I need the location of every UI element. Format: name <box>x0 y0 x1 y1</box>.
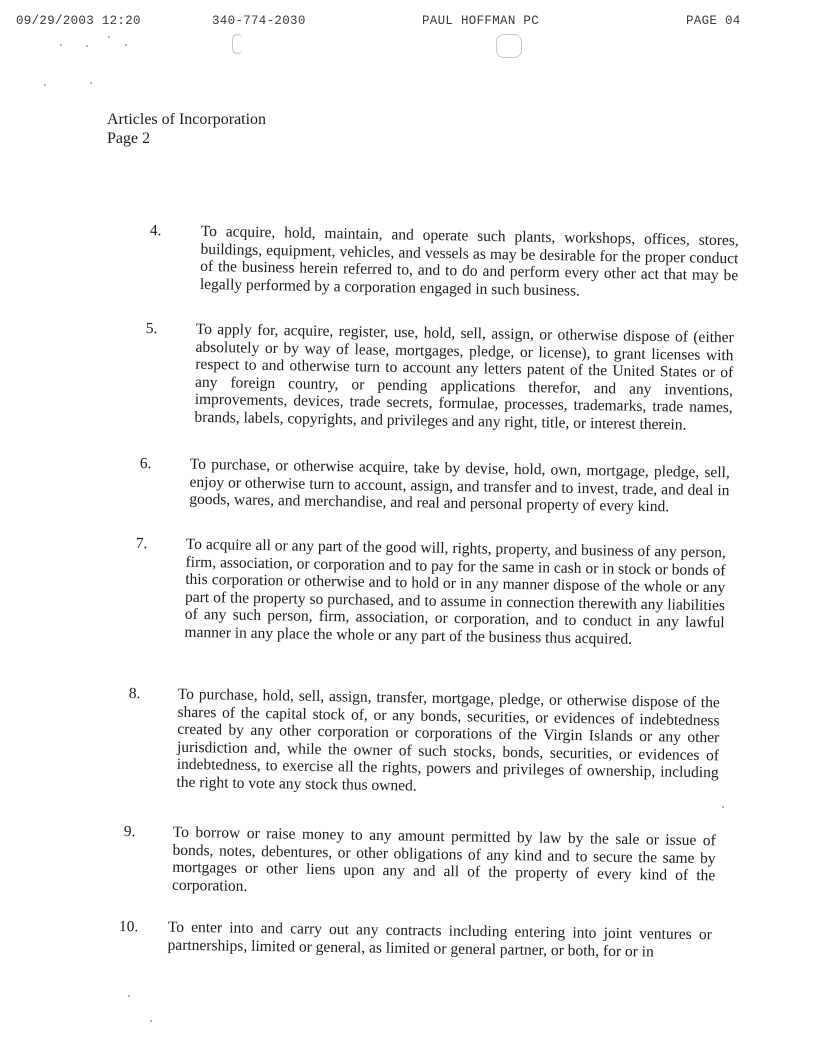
fax-phone-number: 340-774-2030 <box>212 14 306 28</box>
item-number: 4. <box>149 222 162 240</box>
document-heading <box>107 110 266 148</box>
item-text: To purchase, or otherwise acquire, take by devise, hold, own, mortgage, pledge, sell, enjoy or otherwise turn to account, assign, and transfer and to invest, trade, and deal in goods, wares, and merchandise, and real and personal property of every kind. <box>189 455 730 516</box>
scan-speck <box>108 36 110 38</box>
item-number: 10. <box>118 918 139 936</box>
list-item <box>0 219 816 300</box>
scan-speck <box>722 806 724 808</box>
item-text: To purchase, hold, sell, assign, transfer, mortgage, pledge, or otherwise dispose of the shares of the capital stock of, or any bonds, securities, or evidences of indebtedness created by any other corporation or corporations of the Virgin Islands or any other jurisdiction and, while the owner of such stocks, bonds, securities, or evidences of indebtedness, to exercise all the rights, powers and privileges of ownership, including the right to vote any stock thus owned. <box>176 685 720 795</box>
document-title: Articles of Incorporation <box>107 111 267 128</box>
item-text: To borrow or raise money to any amount permitted by law by the sale or issue of bonds, notes, debentures, or other obligations of any kind and to secure the same by mortgages or other liens upon any and all of the property of every kind of the corporation. <box>171 823 716 895</box>
scan-speck <box>86 45 88 47</box>
scan-artifact-bracket <box>496 34 522 58</box>
fax-page-number: PAGE 04 <box>686 14 741 28</box>
scan-speck <box>125 44 127 46</box>
item-number: 7. <box>135 535 148 553</box>
scan-speck <box>60 44 62 46</box>
list-item <box>0 318 816 434</box>
scan-speck <box>90 82 92 84</box>
list-item <box>0 683 816 795</box>
item-number: 6. <box>139 455 152 473</box>
list-item <box>0 453 816 516</box>
item-number: 8. <box>128 685 141 703</box>
item-text: To acquire all or any part of the good will, rights, property, and business of any person, firm, association, or corporation and to pay for the same in cash or in stock or bonds of this corporation or otherwise and to hold or in any manner dispose of the whole or any part of the property so purchased, and to assume in connection therewith any liabilities of any such person, firm, association, or corporation, and to conduct in any lawful manner in any place the whole or any part of the business thus acquired. <box>184 535 726 648</box>
item-text: To enter into and carry out any contracts including entering into joint ventures or partnerships, limited or general, as limited or general partner, or both, for or in <box>167 918 712 961</box>
item-number: 5. <box>145 320 158 338</box>
scan-artifact-bracket <box>232 34 243 54</box>
scan-speck <box>150 1020 152 1022</box>
item-text: To apply for, acquire, register, use, hold, sell, assign, or otherwise dispose of (either absolutely or by way of lease, mortgages, pledge, or license), to grant licenses with respect to and otherwise turn to account any letters patent of the United States or of any foreign country, or pending applications therefor, and any inventions, improvements, devices, trade secrets, formulae, processes, trademarks, trade names, brands, labels, copyrights, and privileges and any right, title, or interest therein. <box>194 320 734 434</box>
scan-speck <box>128 995 130 997</box>
list-item <box>0 916 816 961</box>
fax-datetime: 09/29/2003 12:20 <box>16 14 141 28</box>
page-label: Page 2 <box>107 130 151 147</box>
scan-speck <box>44 84 46 86</box>
list-item <box>0 821 816 895</box>
item-text: To acquire, hold, maintain, and operate such plants, workshops, offices, stores, buildings, equipment, vehicles, and vessels as may be desirable for the proper conduct of the business herein referred to, and to do and perform every other act that may be legally performed by a corporation engaged in such business. <box>199 222 739 300</box>
list-item <box>0 533 816 648</box>
item-number: 9. <box>123 823 136 841</box>
fax-sender: PAUL HOFFMAN PC <box>422 14 540 28</box>
fax-header <box>0 14 816 34</box>
